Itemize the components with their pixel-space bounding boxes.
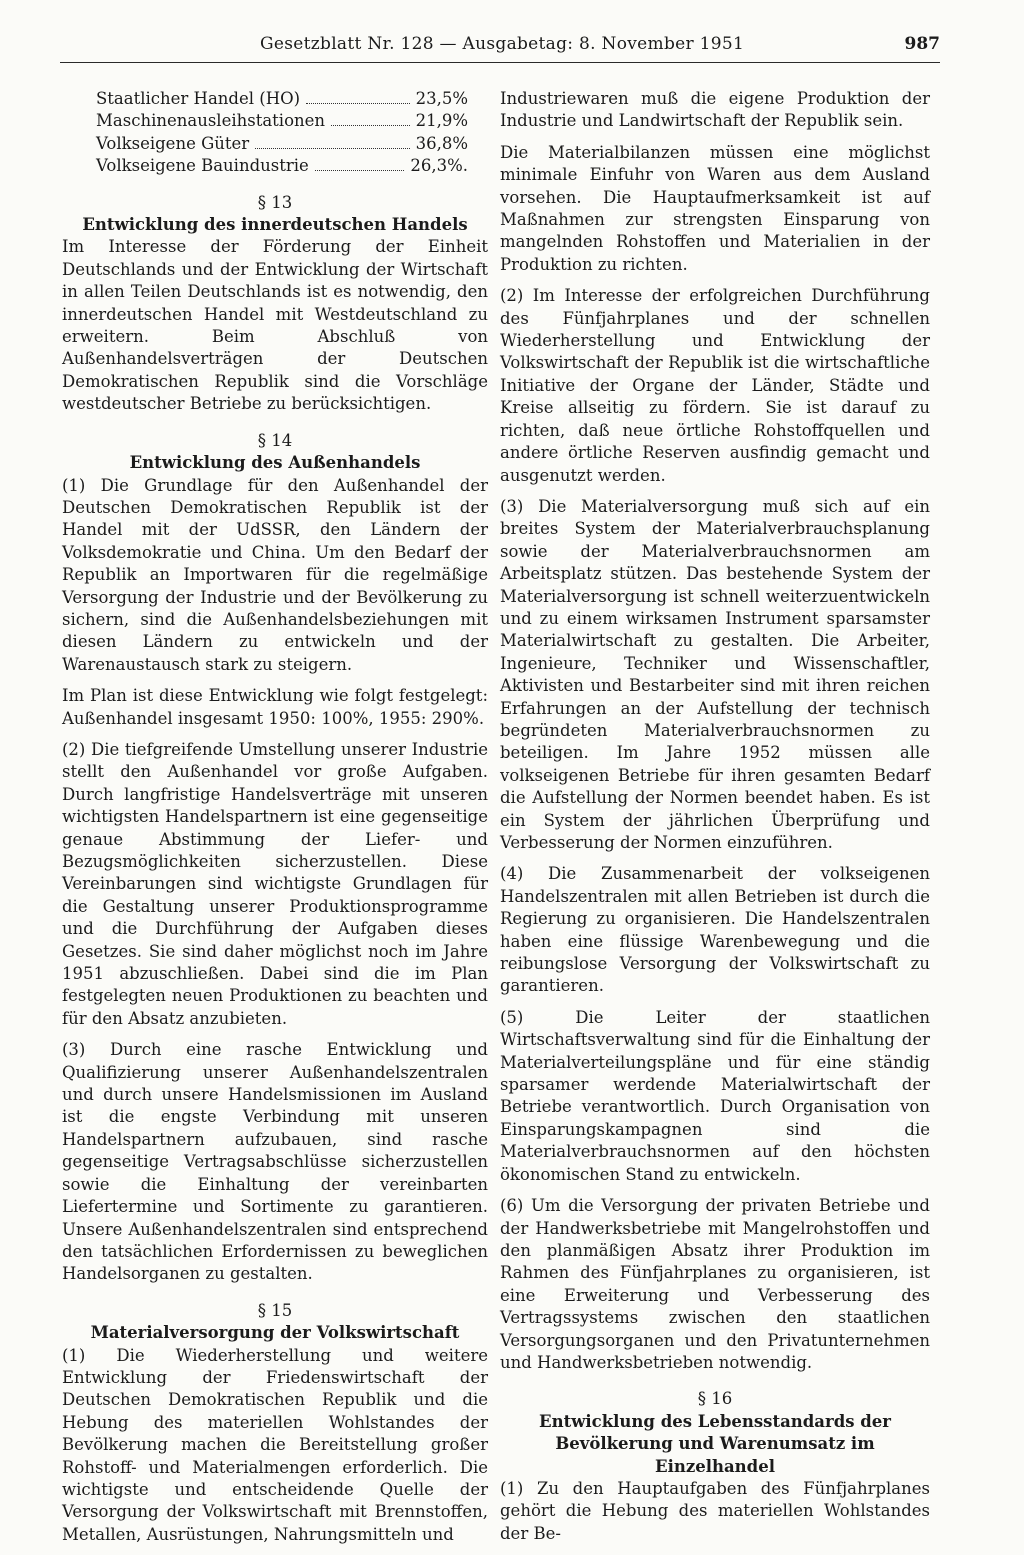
stats-list [62, 88, 488, 178]
stat-row [96, 133, 468, 155]
stat-label: Staatlicher Handel (HO) [96, 89, 301, 108]
right-column [500, 88, 930, 1554]
page-header [60, 34, 940, 63]
header-title: Gesetzblatt Nr. 128 — Ausgabetag: 8. November 1951 [260, 34, 745, 54]
paragraph: Die Materialbilanzen müssen eine möglichst minimale Einfuhr von Waren aus dem Ausland vorsehen. Die Hauptaufmerksamkeit ist auf Maßnahmen zur strengsten Einsparung von mangelnden Rohstoffen und Materialien in der Produktion zu richten. [500, 142, 930, 274]
dot-leader [315, 170, 405, 171]
stat-row [96, 110, 468, 132]
stat-value: 26,3%. [410, 156, 468, 176]
paragraph: (1) Die Grundlage für den Außenhandel der Deutschen Demokratischen Republik ist der Handel mit der UdSSR, den Ländern der Volksdemokratie und China. Um den Bedarf der Republik an Importwaren für die regelmäßige Versorgung der Industrie und der Bevölkerung zu sichern, sind die Außenhandelsbeziehungen mit diesen Ländern zu entwickeln und der Warenaustausch stark zu steigern. [62, 475, 488, 674]
paragraph: (3) Durch eine rasche Entwicklung und Qualifizierung unserer Außenhandelszentralen und durch unsere Handelsmissionen im Ausland ist die engste Verbindung mit unseren Handelspartnern aufzubauen, sind rasche gegenseitige Vertragsabschlüsse sicherzustellen sowie die Einhaltung der vereinbarten Liefertermine und Sortimente zu garantieren. Unsere Außenhandelszentralen sind entsprechend den tatsächlichen Erfordernissen zu beweglichen Handelsorganen zu gestalten. [62, 1040, 488, 1284]
stat-value: 36,8% [415, 133, 468, 153]
dot-leader [255, 148, 409, 149]
paragraph: (3) Die Materialversorgung muß sich auf ein breites System der Materialverbrauchsplanung sowie der Materialverbrauchsnormen am Arbeitsplatz stützen. Das bestehende System der Materialversorgung ist schnell weiterzuentwickeln und zu einem wirksamen Instrument sparsamster Materialwirtschaft zu gestalten. Die Arbeiter, Ingenieure, Techniker und Wissenschaftler, Aktivisten und Bestarbeiter sind mit ihren reichen Erfahrungen an der Aufstellung der technisch begründeten Materialverbrauchsnormen zu beteiligen. Im Jahre 1952 müssen alle volkseigenen Betriebe für ihren gesamten Bedarf die Aufstellung der Normen beendet haben. Es ist ein System der jährlichen Überprüfung und Verbesserung der Normen einzuführen. [500, 496, 930, 852]
stat-label: Volkseigene Bauindustrie [96, 156, 309, 176]
section-15-number: § 15 [257, 1300, 293, 1320]
paragraph: (1) Die Wiederherstellung und weitere Entwicklung der Friedenswirtschaft der Deutschen Demokratischen Republik und die Hebung des materiellen Wohlstandes der Bevölkerung machen die Bereitstellung großer Rohstoff- und Materialmengen erforderlich. Die wichtigste und entscheidende Quelle der Versorgung der Volkswirtschaft mit Brennstoffen, Metallen, Ausrüstungen, Nahrungsmitteln und [62, 1345, 488, 1544]
dot-leader [331, 125, 410, 126]
section-13-number: § 13 [257, 192, 293, 212]
paragraph: Im Interesse der Förderung der Einheit Deutschlands und der Entwicklung der Wirtschaft in allen Teilen Deutschlands ist es notwendig, den innerdeutschen Handel mit Westdeutschland zu erweitern. Beim Abschluß von Außenhandelsverträgen der Deutschen Demokratischen Republik sind die Vorschläge westdeutscher Betriebe zu berücksichtigen. [62, 237, 488, 414]
section-14-title: Entwicklung des Außenhandels [129, 453, 421, 473]
dot-leader [306, 103, 410, 104]
section-16-number: § 16 [697, 1389, 733, 1409]
stat-value: 21,9% [415, 111, 468, 131]
paragraph: (5) Die Leiter der staatlichen Wirtschaftsverwaltung sind für die Einhaltung der Materialverteilungspläne und für eine ständig sparsamer werdende Materialwirtschaft der Betriebe verantwortlich. Durch Organisation von Einsparungskampagnen sind die Materialverbrauchsnormen auf den höchsten ökonomischen Stand zu entwickeln. [500, 1007, 930, 1184]
paragraph: Im Plan ist diese Entwicklung wie folgt festgelegt: Außenhandel insgesamt 1950: 100%, 1955: 290%. [62, 686, 488, 728]
page-number: 987 [904, 34, 940, 54]
section-15-title: Materialversorgung der Volkswirtschaft [90, 1323, 460, 1343]
paragraph: (2) Die tiefgreifende Umstellung unserer Industrie stellt den Außenhandel vor große Aufgaben. Durch langfristige Handelsverträge mit unseren wichtigsten Handelspartnern ist eine gegenseitige genaue Abstimmung der Liefer- und Bezugsmöglichkeiten sicherzustellen. Diese Vereinbarungen sind wichtigste Grundlagen für die Gestaltung unserer Produktionsprogramme und die Durchführung der Aufgaben dieses Gesetzes. Sie sind daher möglichst noch im Jahre 1951 abzuschließen. Dabei sind die im Plan festgelegten neuen Produktionen zu beachten und für den Absatz anzubieten. [62, 739, 488, 1028]
stat-row [96, 88, 468, 110]
paragraph: (6) Um die Versorgung der privaten Betriebe und der Handwerksbetriebe mit Mangelrohstoffen und den planmäßigen Absatz ihrer Produktion im Rahmen des Fünfjahrplanes zu organisieren, ist eine Erweiterung und Verbesserung des Vertragssystems zwischen den staatlichen Versorgungsorganen und den Privatunternehmen und Handwerksbetrieben notwendig. [500, 1196, 930, 1372]
paragraph: (4) Die Zusammenarbeit der volkseigenen Handelszentralen mit allen Betrieben ist durch die Regierung zu organisieren. Die Handelszentralen haben eine flüssige Warenbewegung und die reibungslose Versorgung der Volkswirtschaft zu garantieren. [500, 864, 930, 996]
section-13-title: Entwicklung des innerdeutschen Handels [82, 215, 468, 235]
stat-label: Volkseigene Güter [96, 133, 250, 153]
paragraph: (2) Im Interesse der erfolgreichen Durchführung des Fünfjahrplanes und der schnellen Wiederherstellung und Entwicklung der Volkswirtschaft der Republik ist die wirtschaftliche Initiative der Organe der Länder, Städte und Kreise allseitig zu fördern. Sie ist darauf zu richten, daß neue örtliche Rohstoffquellen und andere örtliche Reserven ausfindig gemacht und ausgenutzt werden. [500, 286, 930, 485]
paragraph: Industriewaren muß die eigene Produktion der Industrie und Landwirtschaft der Republik sein. [500, 89, 930, 131]
stat-label: Maschinenausleihstationen [96, 111, 326, 131]
section-16-title: Entwicklung des Lebensstandards der Bevölkerung und Warenumsatz im Einzelhandel [539, 1411, 891, 1476]
left-column [62, 88, 488, 1555]
stat-row [96, 155, 468, 177]
paragraph: (1) Zu den Hauptaufgaben des Fünfjahrplanes gehört die Hebung des materiellen Wohlstandes der Be- [500, 1478, 930, 1543]
stat-value: 23,5% [415, 89, 468, 108]
section-14-number: § 14 [257, 430, 293, 450]
